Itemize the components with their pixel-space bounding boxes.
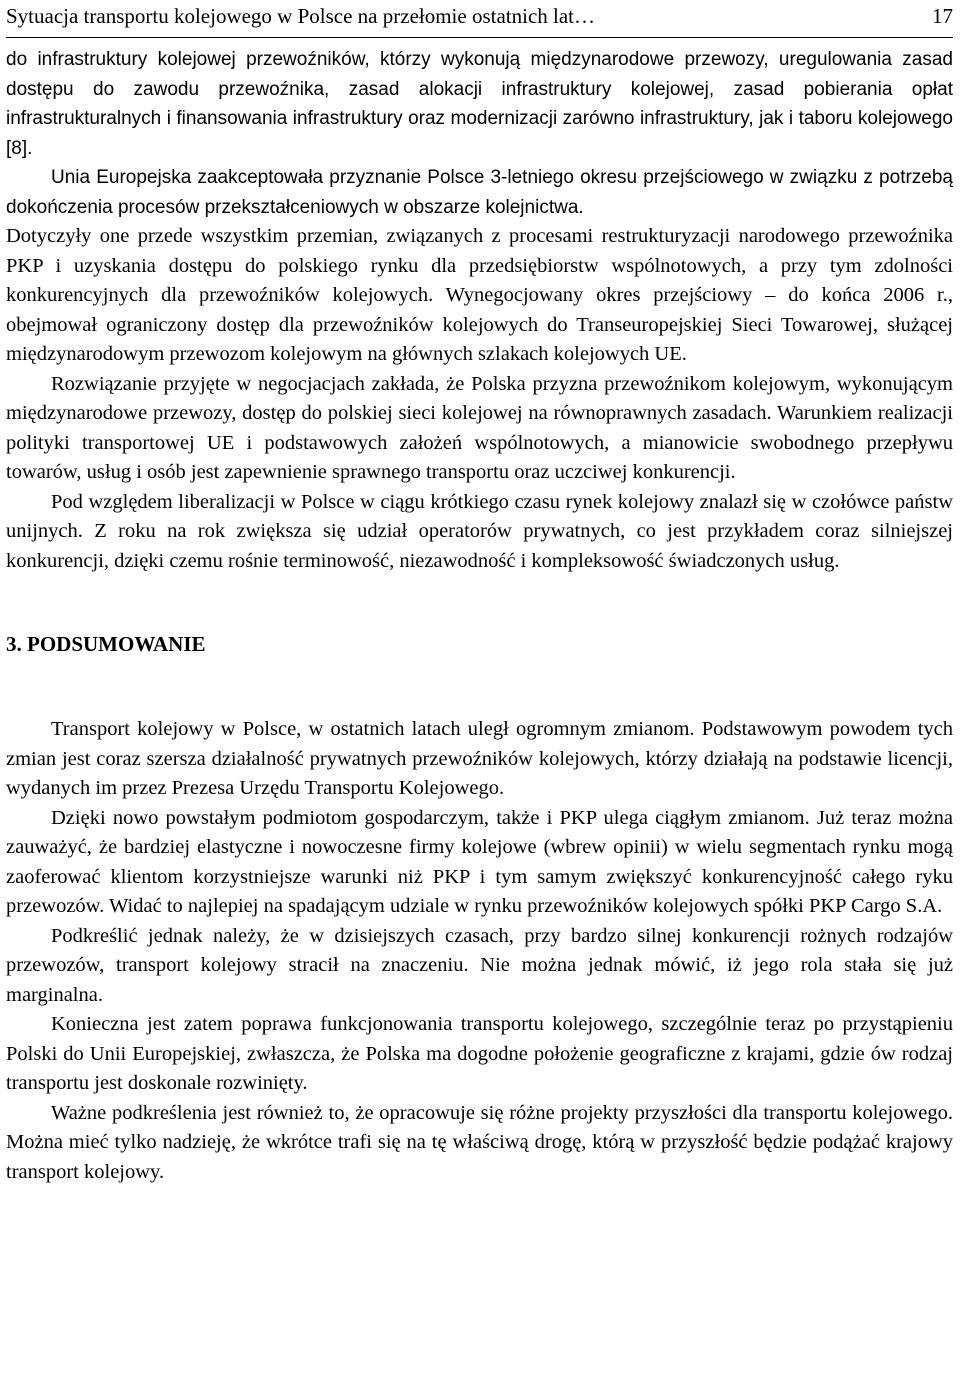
section-heading: 3. PODSUMOWANIE: [6, 632, 206, 656]
running-header: [6, 0, 953, 38]
paragraph: do infrastruktury kolejowej przewoźników, którzy wykonują międzynarodowe przewozy, uregulowania zasad dostępu do zawodu przewoźnika, zasad alokacji infrastruktury kolejowej, zasad pobierania opłat infrastrukturalnych i finansowania infrastruktury oraz modernizacji zarówno infrastruktury, jak i taboru kolejowego [8].: [6, 49, 953, 159]
body-text: [6, 45, 953, 1187]
document-page: [6, 0, 953, 1374]
paragraph: Dotyczyły one przede wszystkim przemian, związanych z procesami restrukturyzacji narodowego przewoźnika PKP i uzyskania dostępu do polskiego rynku dla przedsiębiorstw wspólnotowych, a przy tym zdolności konkurencyjnych dla przewoźników kolejowych. Wynegocjowany okres przejściowy – do końca 2006 r., obejmował ograniczony dostęp dla przewoźników kolejowych do Transeuropejskiej Sieci Towarowej, służącej międzynarodowym przewozom kolejowym na głównych szlakach kolejowych UE.: [6, 225, 953, 365]
paragraph: Konieczna jest zatem poprawa funkcjonowania transportu kolejowego, szczególnie teraz po przystąpieniu Polski do Unii Europejskiej, zwłaszcza, że Polska ma dogodne położenie geograficzne z krajami, gdzie ów rodzaj transportu jest doskonale rozwinięty.: [6, 1013, 953, 1094]
paragraph: Unia Europejska zaakceptowała przyznanie Polsce 3-letniego okresu przejściowego w związku z potrzebą dokończenia procesów przekształceniowych w obszarze kolejnictwa.: [6, 167, 953, 218]
page-number: 17: [932, 4, 953, 28]
running-header-title: Sytuacja transportu kolejowego w Polsce na przełomie ostatnich lat…: [6, 4, 596, 28]
paragraph: Transport kolejowy w Polsce, w ostatnich latach uległ ogromnym zmianom. Podstawowym powodem tych zmian jest coraz szersza działalność prywatnych przewoźników kolejowych, którzy działają na podstawie licencji, wydanych im przez Prezesa Urzędu Transportu Kolejowego.: [6, 718, 953, 799]
paragraph: Pod względem liberalizacji w Polsce w ciągu krótkiego czasu rynek kolejowy znalazł się w czołówce państw unijnych. Z roku na rok zwiększa się udział operatorów prywatnych, co jest przykładem coraz silniejszej konkurencji, dzięki czemu rośnie terminowość, niezawodność i kompleksowość świadczonych usług.: [6, 490, 953, 572]
paragraph: Ważne podkreślenia jest również to, że opracowuje się różne projekty przyszłości dla transportu kolejowego. Można mieć tylko nadzieję, że wkrótce trafi się na tę właściwą drogę, którą w przyszłość będzie podążać krajowy transport kolejowy.: [6, 1101, 953, 1183]
paragraph: Rozwiązanie przyjęte w negocjacjach zakłada, że Polska przyzna przewoźnikom kolejowym, wykonującym międzynarodowe przewozy, dostęp do polskiej sieci kolejowej na równoprawnych zasadach. Warunkiem realizacji polityki transportowej UE i podstawowych założeń wspólnotowych, a mianowicie swobodnego przepływu towarów, usług i osób jest zapewnienie sprawnego transportu oraz uczciwej konkurencji.: [6, 372, 953, 483]
paragraph: Podkreślić jednak należy, że w dzisiejszych czasach, przy bardzo silnej konkurencji rożnych rodzajów przewozów, transport kolejowy stracił na znaczeniu. Nie można jednak mówić, iż jego rola stała się już marginalna.: [6, 924, 953, 1006]
paragraph: Dzięki nowo powstałym podmiotom gospodarczym, także i PKP ulega ciągłym zmianom. Już teraz można zauważyć, że bardziej elastyczne i nowoczesne firmy kolejowe (wbrew opinii) w wielu segmentach rynku mogą zaoferować klientom korzystniejsze warunki niż PKP i tym samym zwiększyć konkurencyjność całego ryku przewozów. Widać to najlepiej na spadającym udziale w rynku przewoźników kolejowych spółki PKP Cargo S.A.: [6, 806, 953, 917]
